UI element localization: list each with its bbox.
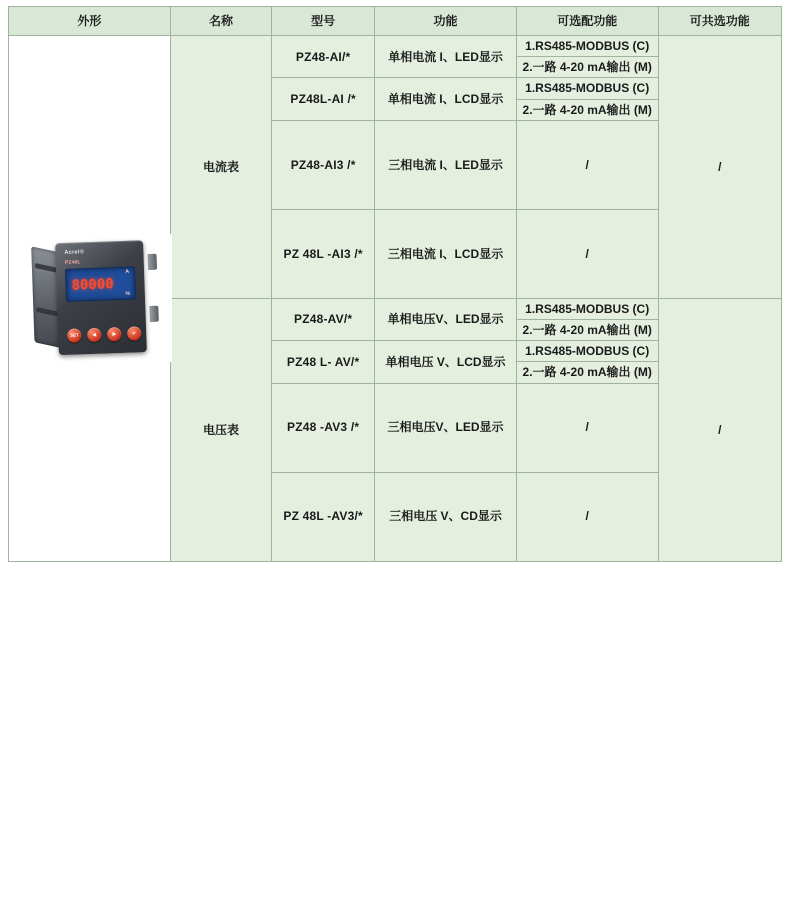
meter-illustration	[12, 234, 172, 362]
header-function: 功能	[375, 7, 517, 36]
meter-device	[31, 232, 153, 364]
function-cell: 三相电流 I、LCD显示	[375, 209, 517, 298]
meter-unit-bottom: %	[125, 291, 130, 298]
meter-left-button: ◀	[87, 328, 101, 342]
meter-lcd-screen	[65, 267, 136, 302]
header-name: 名称	[170, 7, 271, 36]
header-model: 型号	[272, 7, 375, 36]
group-name-voltage-meter: 电压表	[170, 298, 271, 561]
function-cell: 单相电压 V、LCD显示	[375, 341, 517, 383]
model-cell: PZ 48L -AI3 /*	[272, 209, 375, 298]
table-header-row	[9, 7, 782, 36]
function-cell: 单相电压V、LED显示	[375, 298, 517, 340]
meter-button-row	[67, 327, 141, 344]
option-cell: 1.RS485-MODBUS (C)	[516, 298, 658, 319]
shared-option-cell: /	[658, 298, 781, 561]
meter-model-label: PZ48L	[64, 259, 81, 267]
function-cell: 单相电流 I、LED显示	[375, 36, 517, 78]
product-selection-table	[8, 6, 782, 562]
meter-unit-top: A	[125, 268, 130, 276]
function-cell: 单相电流 I、LCD显示	[375, 78, 517, 120]
meter-right-button: ▶	[107, 327, 121, 341]
meter-clip-top	[147, 254, 157, 270]
model-cell: PZ48-AI/*	[272, 36, 375, 78]
model-cell: PZ 48L -AV3/*	[272, 472, 375, 561]
option-cell: 1.RS485-MODBUS (C)	[516, 341, 658, 362]
header-shared-function: 可共选功能	[658, 7, 781, 36]
option-cell: /	[516, 383, 658, 472]
option-cell: 2.一路 4-20 mA输出 (M)	[516, 57, 658, 78]
function-cell: 三相电压V、LED显示	[375, 383, 517, 472]
option-cell: 1.RS485-MODBUS (C)	[516, 78, 658, 99]
option-cell: 2.一路 4-20 mA输出 (M)	[516, 362, 658, 383]
option-cell: 2.一路 4-20 mA输出 (M)	[516, 99, 658, 120]
meter-display-digits: 80000	[71, 276, 114, 294]
option-cell: 2.一路 4-20 mA输出 (M)	[516, 319, 658, 340]
option-cell: /	[516, 209, 658, 298]
meter-front-panel	[55, 240, 147, 355]
model-cell: PZ48 L- AV/*	[272, 341, 375, 383]
model-cell: PZ48-AI3 /*	[272, 120, 375, 209]
meter-brand-label: Acrel®	[64, 249, 85, 257]
option-cell: 1.RS485-MODBUS (C)	[516, 36, 658, 57]
table-header	[9, 7, 782, 36]
group-name-current-meter: 电流表	[170, 36, 271, 299]
model-cell: PZ48L-AI /*	[272, 78, 375, 120]
meter-enter-button: ↵	[127, 327, 141, 341]
meter-set-button: SET	[67, 329, 81, 343]
function-cell: 三相电流 I、LED显示	[375, 120, 517, 209]
meter-clip-bottom	[149, 306, 159, 322]
shared-option-cell: /	[658, 36, 781, 299]
table-row	[9, 36, 782, 57]
header-optional-function: 可选配功能	[516, 7, 658, 36]
model-cell: PZ48 -AV3 /*	[272, 383, 375, 472]
header-outline: 外形	[9, 7, 171, 36]
product-photo-cell	[9, 36, 171, 562]
option-cell: /	[516, 472, 658, 561]
function-cell: 三相电压 V、CD显示	[375, 472, 517, 561]
model-cell: PZ48-AV/*	[272, 298, 375, 340]
option-cell: /	[516, 120, 658, 209]
table-body	[9, 36, 782, 562]
